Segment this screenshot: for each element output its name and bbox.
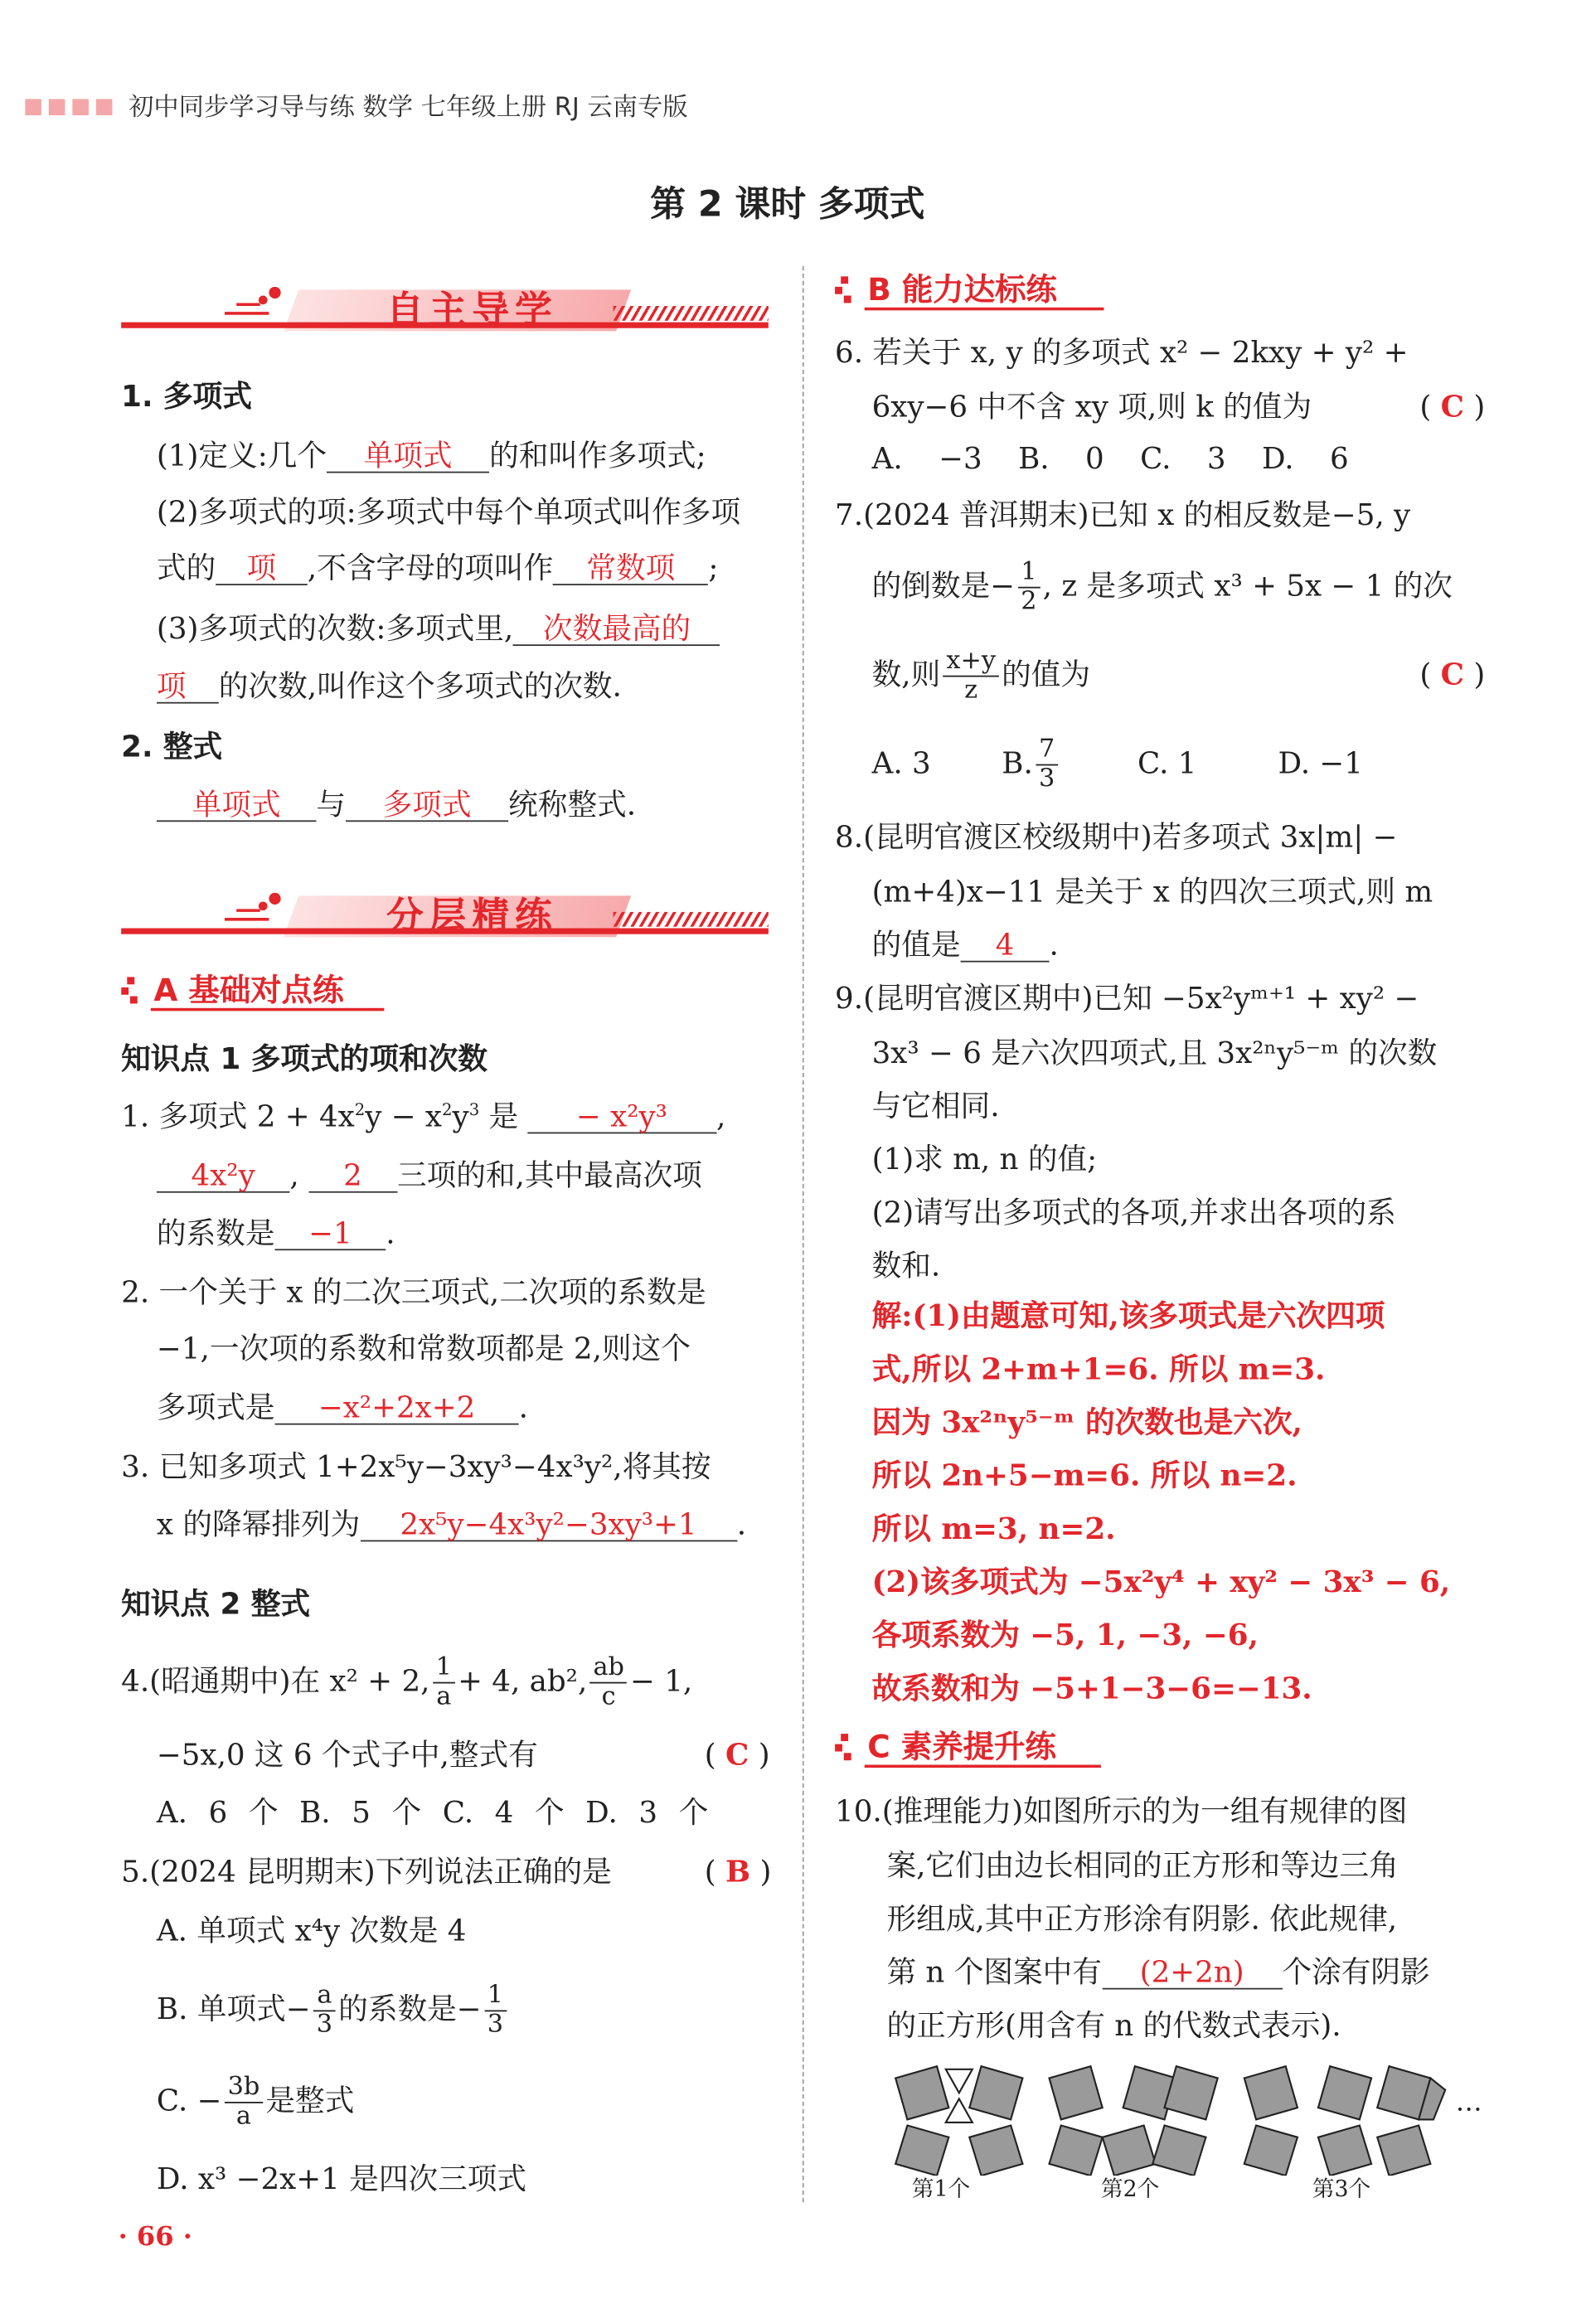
question-5-option-d: D. x³ −2x+1 是四次三项式 [156, 2161, 527, 2197]
page-number: · 66 · [118, 2221, 192, 2253]
question-4-line2: −5x,0 这 6 个式子中,整式有 ( C ) [156, 1736, 770, 1773]
question-1: 1. 多项式 $2 + 4x^2y - x^2y^3$ 是 − x²y³ , [121, 1098, 726, 1134]
lesson-title: 第 2 课时 多项式 [650, 183, 925, 225]
answer-blank: −1 [275, 1216, 386, 1250]
answer-blank: 4 [961, 929, 1050, 963]
question-9-line5: (2)请写出多项式的各项,并求出各项的系 [871, 1194, 1396, 1230]
section-heading: 1. 多项式 [121, 378, 252, 415]
question-9-line3: 与它相同. [871, 1088, 1000, 1123]
question-5: 5.(2024 昆明期末)下列说法正确的是 ( B ) [121, 1853, 772, 1890]
ellipsis: … [1455, 2087, 1482, 2118]
solution-line: 式,所以 2+m+1=6. 所以 m=3. [871, 1351, 1326, 1387]
question-2-line2: −1,一次项的系数和常数项都是 2,则这个 [156, 1330, 691, 1366]
text-line: 单项式 与 多项式 统称整式. [157, 786, 636, 822]
question-10: 10.(推理能力)如图所示的为一组有规律的图 [835, 1793, 1408, 1829]
question-7-options: A. 3 B. $\frac{7}{3}$ C. 1 D. −1 [871, 735, 1363, 794]
text-line: (2)多项式的项:多项式中每个单项式叫作多项 [156, 493, 741, 530]
question-8-line2: (m+4)x−11 是关于 x 的四次三项式,则 m [871, 873, 1433, 910]
answer-blank: 单项式 [157, 788, 316, 822]
page-header: 初中同步学习导与练 数学 七年级上册 RJ 云南专版 [25, 85, 687, 123]
question-10-line4: 第 n 个图案中有 (2+2n) 个涂有阴影 [886, 1953, 1430, 1990]
answer-blank: 单项式 [327, 439, 489, 473]
question-1-line3: 的系数是 −1 . [156, 1215, 395, 1251]
text-line: 项 的次数,叫作这个多项式的次数. [156, 667, 622, 704]
subsection-a: A 基础对点练 [121, 967, 387, 1014]
figure-caption: 第3个 [1312, 2176, 1371, 2203]
answer-blank: 常数项 [553, 551, 708, 585]
subsection-b: B 能力达标练 [835, 266, 1108, 313]
knowledge-point: 知识点 1 多项式的项和次数 [121, 1041, 488, 1076]
question-6-line2: 6xy−6 中不含 xy 项,则 k 的值为 ( C ) [871, 388, 1486, 425]
solution-line: 所以 2n+5−m=6. 所以 n=2. [871, 1457, 1298, 1493]
answer-blank: 项 [216, 551, 308, 585]
solution-line: 各项系数为 −5, 1, −3, −6, [871, 1617, 1259, 1653]
question-3: 3. 已知多项式 1+2x⁵y−3xy³−4x³y²,将其按 [121, 1448, 711, 1484]
answer-blank: (2+2n) [1102, 1956, 1282, 1990]
solution-line: 因为 3x²ⁿy⁵⁻ᵐ 的次数也是六次, [871, 1404, 1303, 1440]
question-4-options: A. 6 个 B. 5 个 C. 4 个 D. 3 个 [156, 1794, 709, 1830]
banner-practice: 分层精练 [121, 884, 769, 943]
question-9-line4: (1)求 m, n 的值; [871, 1141, 1098, 1177]
solution-line: 故系数和为 −5+1−3−6=−13. [871, 1670, 1312, 1706]
pattern-figures [886, 2058, 1492, 2176]
question-6-options: A. −3 B. 0 C. 3 D. 6 [871, 440, 1349, 477]
text-line: 式的 项 ,不含字母的项叫作 常数项 ; [156, 550, 719, 585]
banner-self-study: 自主导学 [121, 278, 769, 337]
answer-blank: 2x⁵y−4x³y²−3xy³+1 [360, 1507, 737, 1541]
solution-line: 所以 m=3, n=2. [871, 1510, 1116, 1546]
question-10-line2: 案,它们由边长相同的正方形和等边三角 [886, 1847, 1399, 1884]
figure-caption: 第2个 [1100, 2176, 1160, 2203]
subsection-c: C 素养提升练 [835, 1724, 1108, 1771]
question-2: 2. 一个关于 x 的二次三项式,二次项的系数是 [121, 1274, 706, 1310]
column-divider [803, 266, 804, 2202]
question-9-line2: 3x³ − 6 是六次四项式,且 3x²ⁿy⁵⁻ᵐ 的次数 [871, 1034, 1438, 1070]
question-7-line3: 数,则 $\frac{x+y}{z}$ 的值为 ( C ) [871, 646, 1486, 706]
question-8: 8.(昆明官渡区校级期中)若多项式 3x|m| − [835, 818, 1398, 855]
question-7-line2: 的倒数是− $\frac{1}{2}$ , z 是多项式 x³ + 5x − 1 的次 [871, 557, 1453, 617]
text-line: (3)多项式的次数:多项式里, 次数最高的 [157, 610, 720, 646]
answer-blank: 多项式 [346, 788, 508, 822]
answer-blank: 次数最高的 [513, 612, 720, 646]
question-10-line5: 的正方形(用含有 n 的代数式表示). [886, 2006, 1341, 2043]
question-2-line3: 多项式是 −x²+2x+2 . [156, 1389, 528, 1425]
knowledge-point: 知识点 2 整式 [121, 1585, 311, 1622]
solution-line: (2)该多项式为 −5x²y⁴ + xy² − 3x³ − 6, [871, 1564, 1451, 1599]
answer-blank: − x²y³ [527, 1099, 716, 1133]
question-10-line3: 形组成,其中正方形涂有阴影. 依此规律, [886, 1900, 1398, 1937]
question-3-line2: x 的降幂排列为 2x⁵y−4x³y²−3xy³+1 . [156, 1506, 747, 1542]
question-8-line3: 的值是 4 . [871, 926, 1059, 963]
section-heading: 2. 整式 [121, 728, 223, 764]
solution-line: 解:(1)由题意可知,该多项式是六次四项 [871, 1298, 1385, 1333]
question-1-line2: 4x²y , 2 三项的和,其中最高次项 [157, 1157, 702, 1193]
answer-blank: 项 [157, 670, 219, 704]
figure-caption: 第1个 [911, 2176, 971, 2203]
question-6: 6. 若关于 x, y 的多项式 x² − 2kxy + y² + [835, 333, 1409, 370]
text-line: (1)定义:几个 单项式 的和叫作多项式; [156, 437, 706, 473]
question-7: 7.(2024 普洱期末)已知 x 的相反数是−5, y [835, 496, 1411, 532]
answer-blank: 4x²y [157, 1159, 289, 1193]
answer-blank: 2 [308, 1159, 397, 1193]
question-9: 9.(昆明官渡区期中)已知 −5x²yᵐ⁺¹ + xy² − [835, 979, 1419, 1016]
question-9-line6: 数和. [871, 1247, 941, 1283]
question-4: 4.(昭通期中)在 x² + 2, $\frac{1}{a}$ + 4, ab², $\frac{ab}{c}$ − 1, [121, 1652, 693, 1712]
question-5-option-c: C. − $\frac{3b}{a}$ 是整式 [156, 2072, 355, 2132]
question-5-option-a: A. 单项式 x⁴y 次数是 4 [156, 1912, 467, 1948]
answer-blank: −x²+2x+2 [275, 1391, 519, 1425]
question-5-option-b: B. 单项式− $\frac{a}{3}$ 的系数是− $\frac{1}{3}$ [157, 1972, 509, 2045]
